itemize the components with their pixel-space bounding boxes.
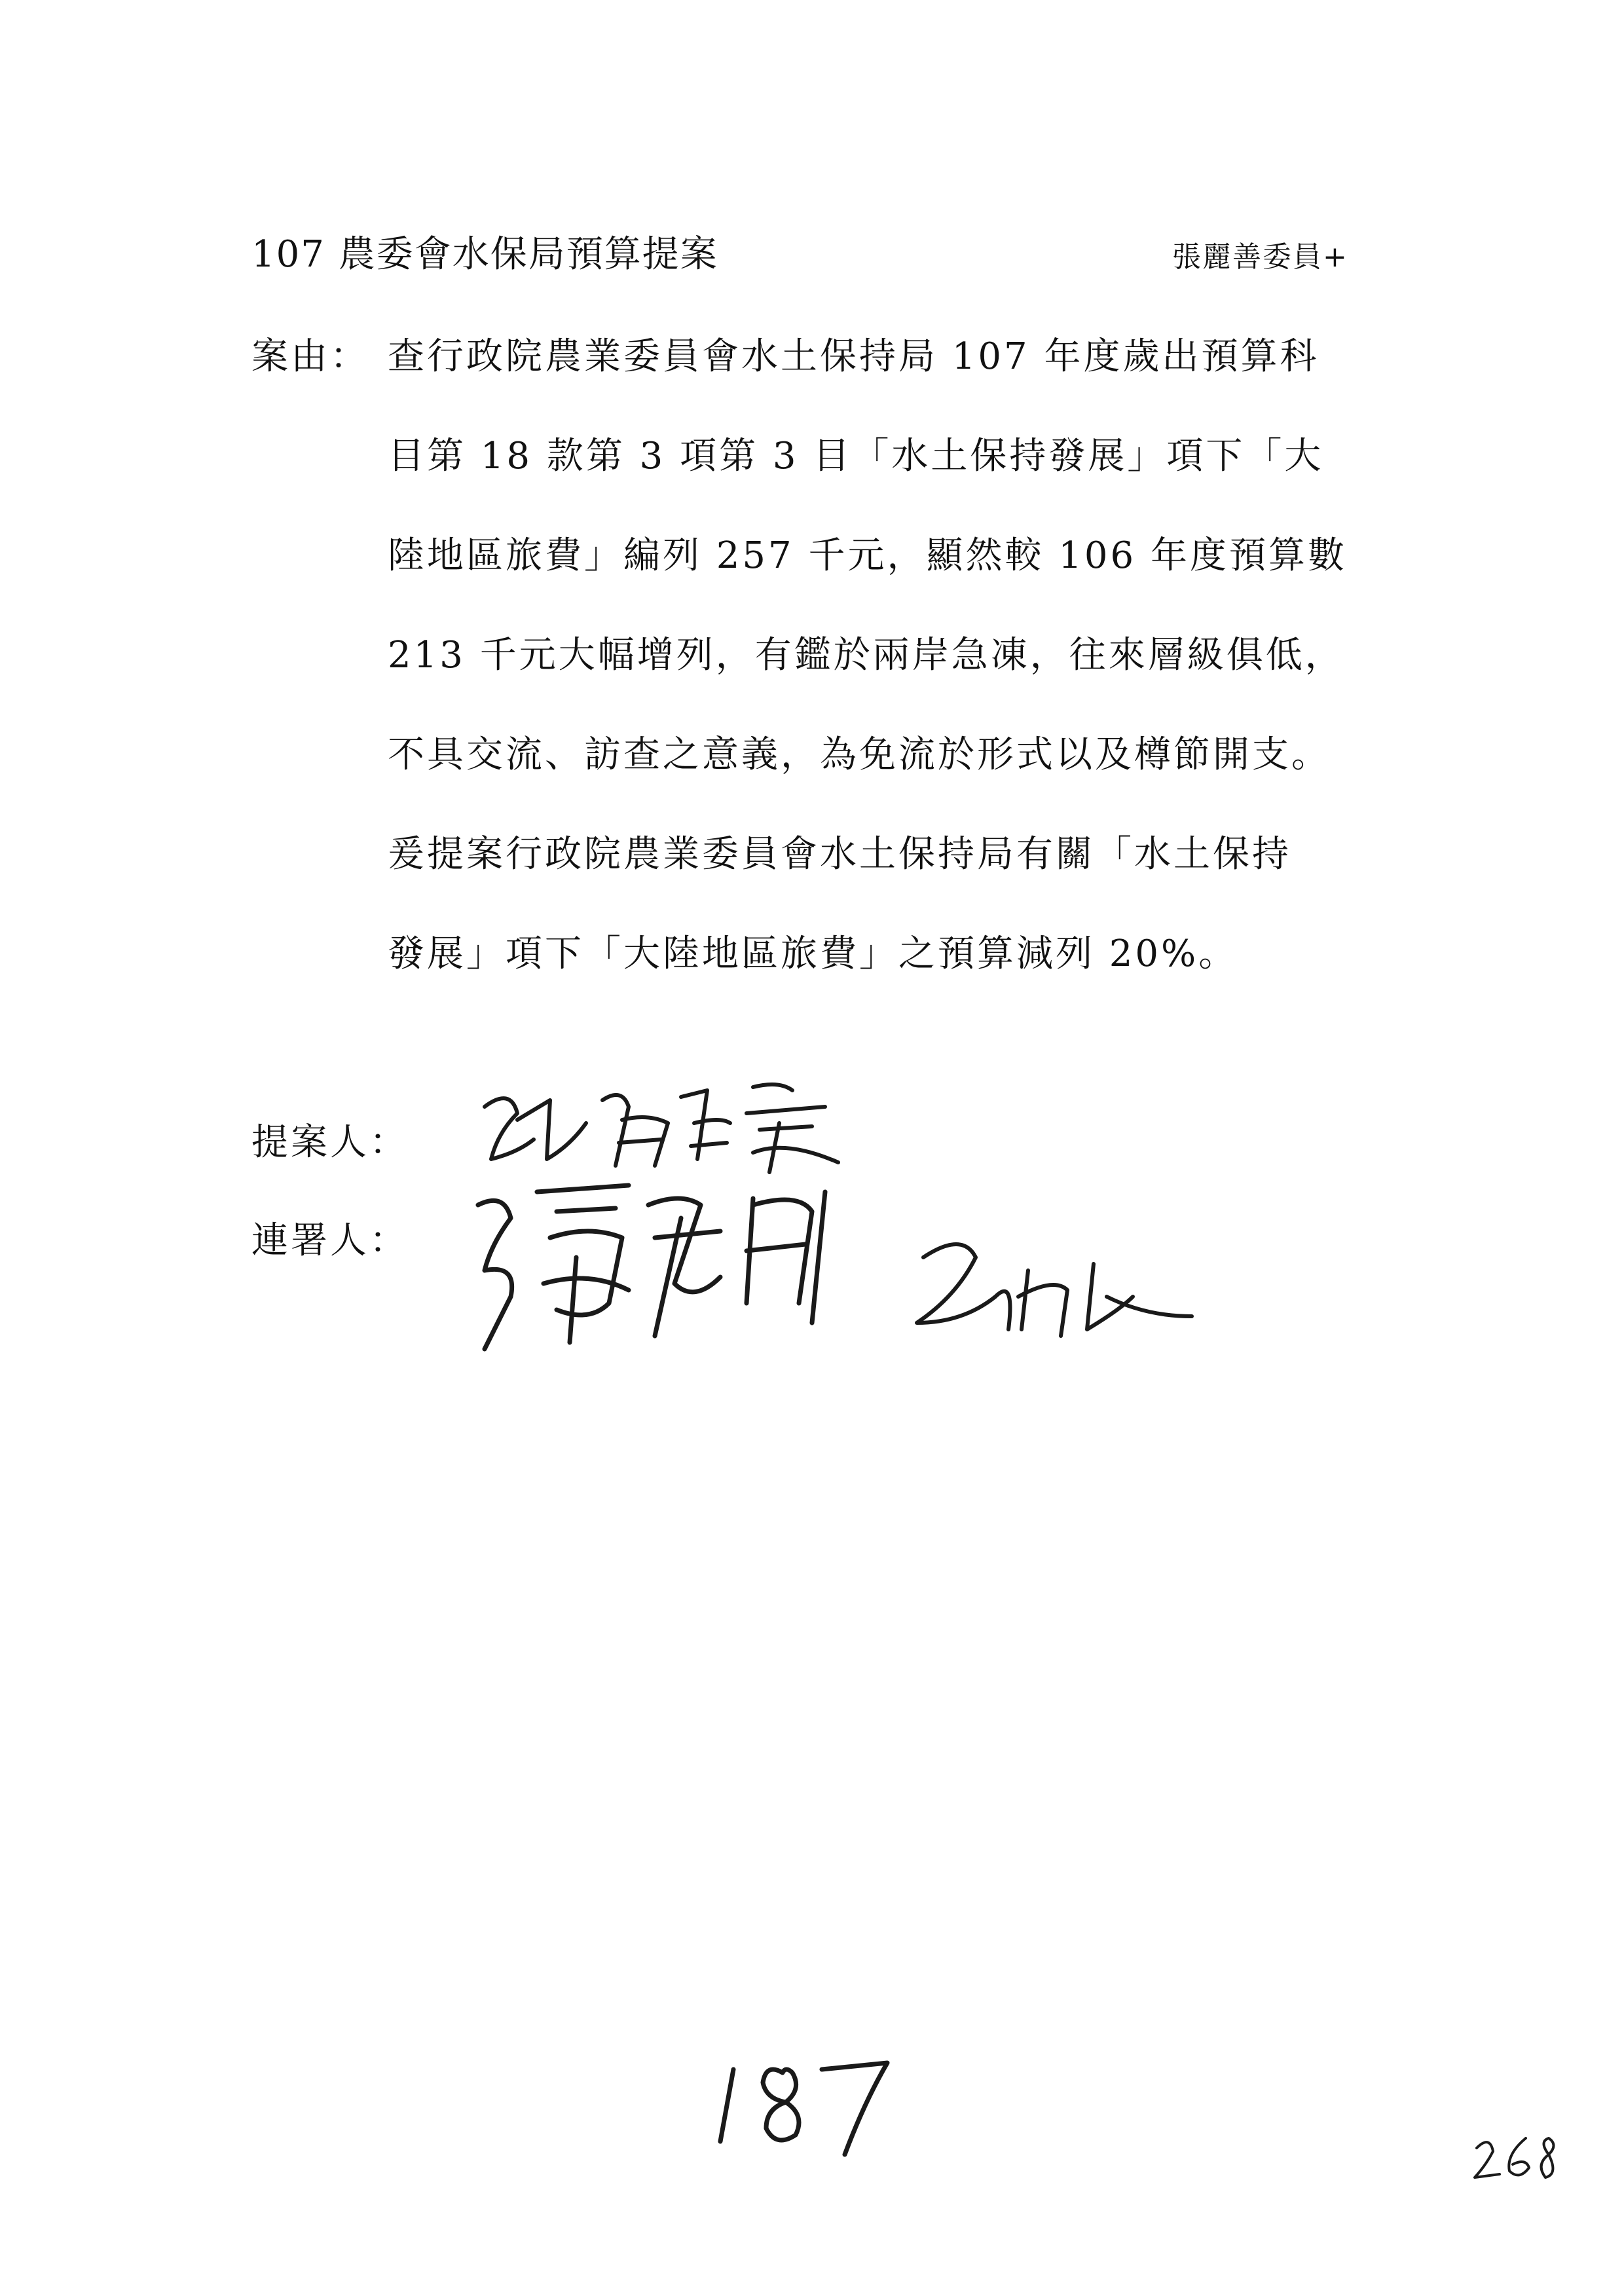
document-title: 107 農委會水保局預算提案 (251, 233, 718, 276)
reason-line-3: 陸地區旅費」編列 257 千元，顯然較 106 年度預算數 (388, 534, 1347, 577)
handwritten-corner-number (1467, 2128, 1565, 2187)
reason-line-7: 發展」項下「大陸地區旅費」之預算減列 20%。 (388, 933, 1238, 975)
cosigner-signature-1 (458, 1153, 864, 1362)
reason-line-1: 查行政院農業委員會水土保持局 107 年度歲出預算科 (388, 335, 1320, 378)
reason-line-2: 目第 18 款第 3 項第 3 目「水土保持發展」項下「大 (388, 435, 1324, 477)
reason-line-4: 213 千元大幅增列，有鑑於兩岸急凍，往來層級俱低， (388, 634, 1344, 676)
proposer-name: 張麗善委員+ (1172, 240, 1348, 274)
proposer-label: 提案人： (251, 1121, 409, 1164)
cosigner-label: 連署人： (251, 1219, 409, 1262)
handwritten-page-number (714, 2043, 904, 2161)
reason-line-6: 爰提案行政院農業委員會水土保持局有關「水土保持 (388, 833, 1291, 876)
cosigner-signature-2 (904, 1218, 1218, 1349)
reason-line-5: 不具交流、訪查之意義，為免流於形式以及樽節開支。 (388, 733, 1331, 776)
reason-label: 案由： (251, 335, 369, 378)
